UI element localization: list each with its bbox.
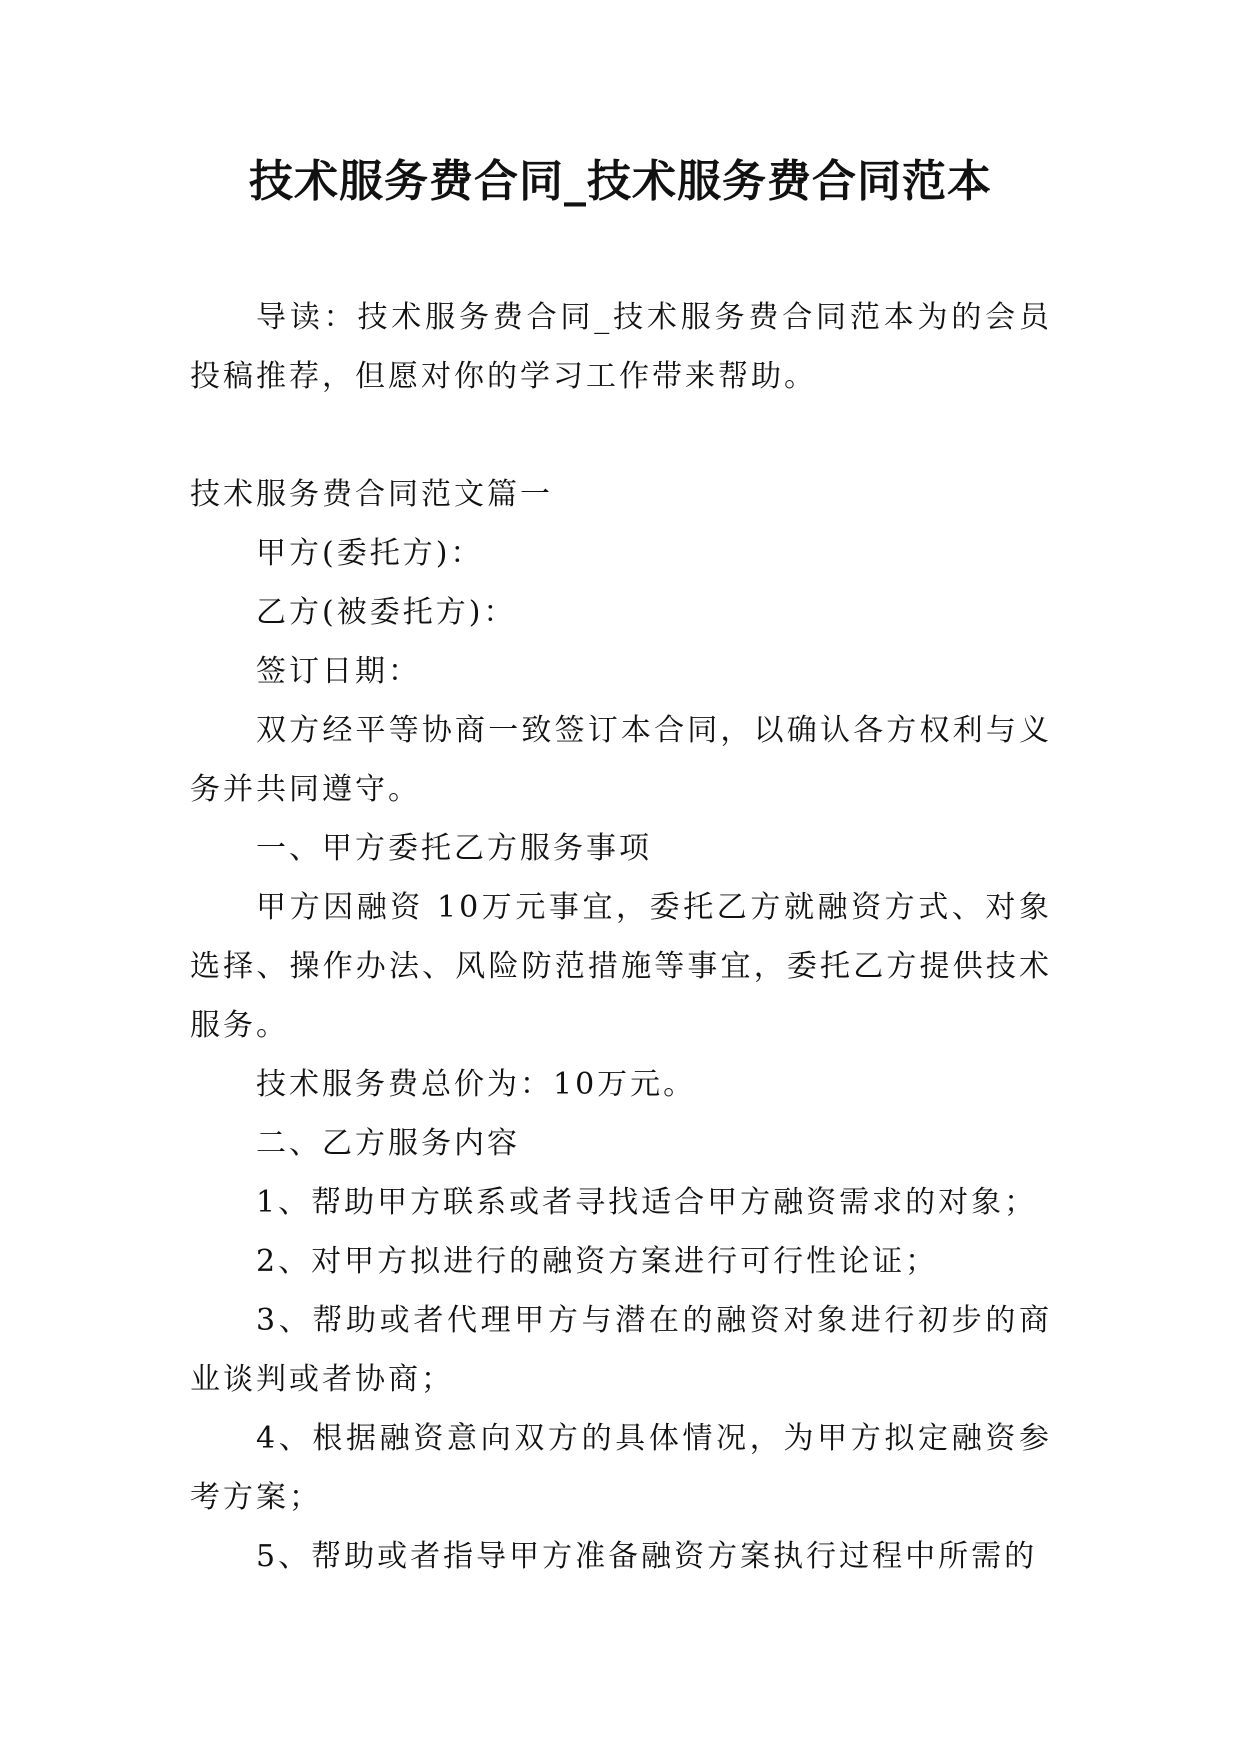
party-a-line: 甲方(委托方)： [256, 536, 484, 571]
document-title: 技术服务费合同_技术服务费合同范本 [249, 156, 992, 207]
clause-1-heading: 一、甲方委托乙方服务事项 [256, 831, 652, 866]
party-b-line: 乙方(被委托方)： [256, 595, 517, 630]
clause-2-heading: 二、乙方服务内容 [256, 1126, 520, 1161]
list-item: 3、帮助或者代理甲方与潜在的融资对象进行初步的商业谈判或者协商； [190, 1303, 1052, 1397]
document-body [190, 288, 1052, 1586]
list-item: 1、帮助甲方联系或者寻找适合甲方融资需求的对象； [256, 1185, 1038, 1220]
intro-paragraph: 导读：技术服务费合同_技术服务费合同范本为的会员投稿推荐，但愿对你的学习工作带来帮助。 [190, 300, 1052, 394]
list-item: 4、根据融资意向双方的具体情况，为甲方拟定融资参考方案； [190, 1421, 1052, 1515]
service-fee-line: 技术服务费总价为：10万元。 [256, 1067, 697, 1102]
list-item: 2、对甲方拟进行的融资方案进行可行性论证； [256, 1244, 939, 1279]
agreement-statement: 双方经平等协商一致签订本合同，以确认各方权利与义务并共同遵守。 [190, 713, 1052, 807]
section-heading: 技术服务费合同范文篇一 [190, 477, 553, 512]
list-item: 5、帮助或者指导甲方准备融资方案执行过程中所需的 [256, 1539, 1038, 1574]
sign-date-line: 签订日期： [256, 654, 421, 689]
clause-1-body: 甲方因融资 10万元事宜，委托乙方就融资方式、对象选择、操作办法、风险防范措施等事宜，委托乙方提供技术服务。 [190, 890, 1052, 1043]
paragraph-gap [190, 406, 1052, 465]
